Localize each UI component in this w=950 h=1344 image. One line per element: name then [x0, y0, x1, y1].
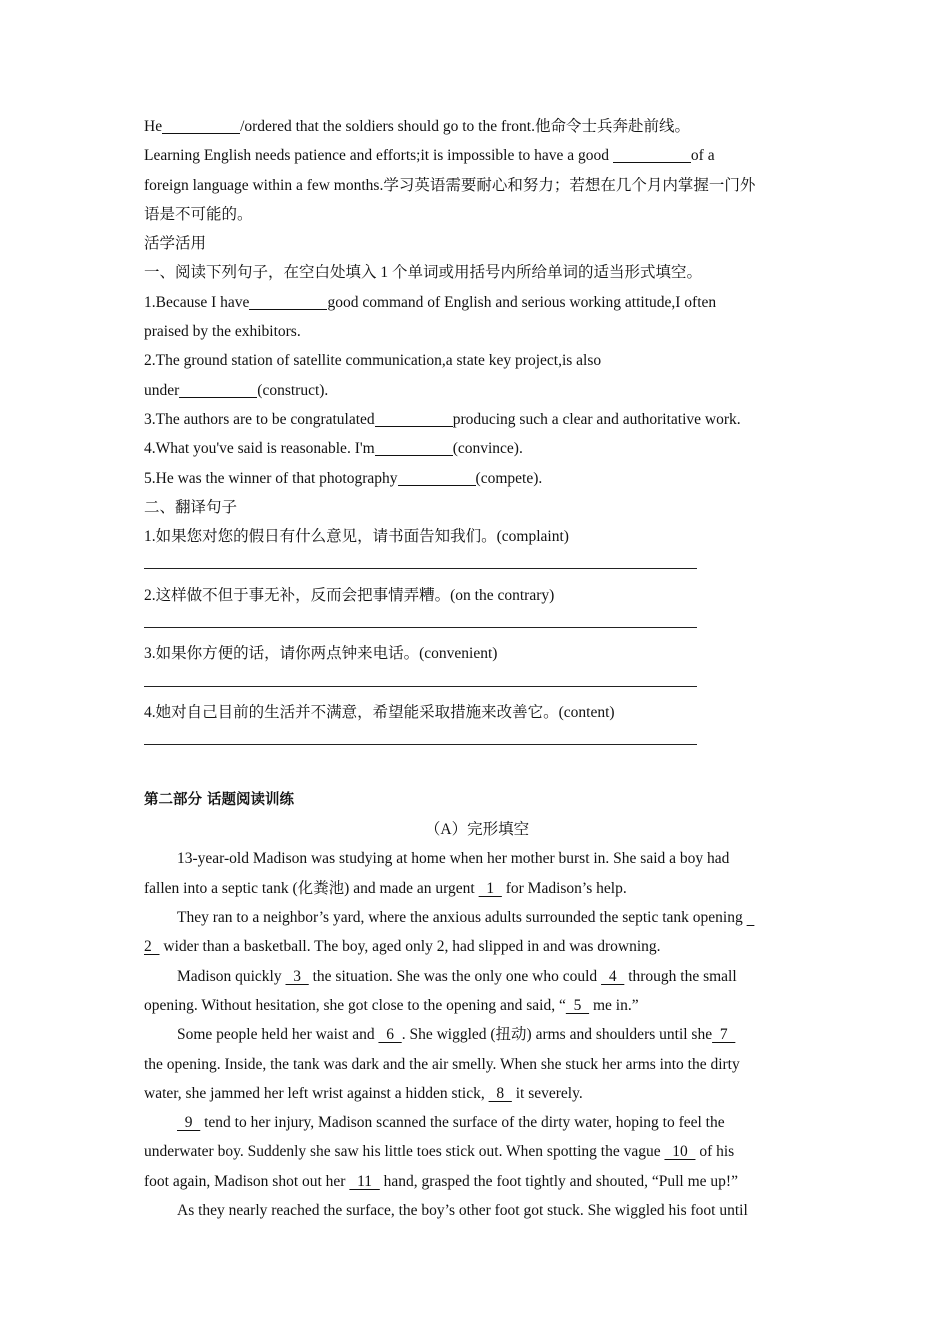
answer-rule [144, 744, 697, 745]
text: through the small [624, 967, 737, 985]
answer-rule [144, 627, 697, 628]
fill-blank[interactable] [249, 292, 327, 310]
passage-line [144, 1196, 810, 1225]
text: the opening. Inside, the tank was dark and the air smelly. When she stuck her arms into the dirty [144, 1055, 740, 1073]
translation-item-2: 2.这样做不但于事无补，反而会把事情弄糟。(on the contrary) [144, 586, 555, 604]
text: of his [695, 1143, 735, 1161]
answer-line[interactable] [144, 669, 810, 698]
passage-line [144, 903, 810, 932]
text: 3.The authors are to be congratulated [144, 410, 375, 428]
fill-blank[interactable] [613, 145, 691, 163]
fill-blank[interactable] [162, 116, 240, 134]
text: They ran to a neighbor’s yard, where the anxious adults surrounded the septic tank opening [177, 909, 747, 927]
cloze-passage [144, 844, 810, 1225]
cloze-blank[interactable]: 2 [144, 938, 160, 956]
exercise-item-4 [144, 434, 810, 463]
text: under [144, 381, 180, 399]
example-sentence [144, 112, 810, 141]
answer-line[interactable] [144, 727, 810, 756]
fill-blank[interactable] [375, 409, 453, 427]
practice-title: 活学活用 [144, 235, 207, 253]
passage-line [144, 1079, 810, 1108]
exercise-item-1 [144, 288, 810, 317]
cloze-blank[interactable]: 1 [478, 879, 502, 897]
text: me in.” [589, 996, 639, 1014]
text: hand, grasped the foot tightly and shouted, “Pull me up!” [379, 1172, 738, 1190]
text: 1.Because I have [144, 293, 250, 311]
cloze-blank[interactable]: 5 [565, 996, 590, 1014]
text: fallen into a septic tank (化粪池) and made an urgent [144, 879, 479, 897]
exercise-item-2: 2.The ground station of satellite communication,a state key project,is also [144, 352, 602, 370]
text: foot again, Madison shot out her [144, 1172, 350, 1190]
translation-item-1: 1.如果您对您的假日有什么意见，请书面告知我们。(complaint) [144, 528, 569, 546]
text: Some people held her waist and [177, 1026, 379, 1044]
cloze-blank[interactable]: 11 [349, 1172, 380, 1190]
text: Madison quickly [177, 967, 286, 985]
text: for Madison’s help. [501, 879, 627, 897]
cloze-subtitle: （A）完形填空 [424, 821, 530, 839]
passage-line [144, 1020, 810, 1049]
cloze-blank[interactable]: 4 [601, 967, 625, 985]
passage-line [144, 1137, 810, 1166]
text: underwater boy. Suddenly she saw his little toes stick out. When spotting the vague [144, 1143, 665, 1161]
fill-blank[interactable] [375, 438, 453, 456]
cloze-blank[interactable]: 7 [712, 1026, 736, 1044]
fill-blank[interactable] [179, 380, 257, 398]
passage-line [144, 844, 810, 873]
answer-rule [144, 686, 697, 687]
exercise-item-2-cont [144, 376, 810, 405]
passage-line [144, 962, 810, 991]
cloze-blank[interactable]: 6 [378, 1026, 402, 1044]
text: it severely. [511, 1084, 583, 1102]
text: Learning English needs patience and efforts;it is impossible to have a good [144, 147, 613, 165]
text: producing such a clear and authoritative work. [452, 410, 741, 428]
text: /ordered that the soldiers should go to the front.他命令士兵奔赴前线。 [240, 118, 690, 135]
example-sentence-cont: 语是不可能的。 [144, 205, 253, 223]
cloze-blank[interactable]: 3 [285, 967, 309, 985]
text: water, she jammed her left wrist against a hidden stick, [144, 1084, 489, 1102]
cloze-blank[interactable]: 8 [488, 1084, 512, 1102]
section-title: 第二部分 话题阅读训练 [144, 791, 295, 808]
text: . She wiggled (扭动) arms and shoulders until she [401, 1026, 713, 1044]
text: 5.He was the winner of that photography [144, 469, 398, 487]
translation-item-3: 3.如果你方便的话，请你两点钟来电话。(convenient) [144, 645, 498, 663]
cloze-blank[interactable]: 10 [664, 1143, 696, 1161]
example-sentence-cont: foreign language within a few months.学习英语需要耐心和努力；若想在几个月内掌握一门外 [144, 176, 756, 194]
text: the situation. She was the only one who could [308, 967, 602, 985]
passage-line [144, 1167, 810, 1196]
text: of a [690, 147, 715, 165]
part1-heading: 一、阅读下列句子，在空白处填入 1 个单词或用括号内所给单词的适当形式填空。 [144, 264, 703, 282]
text: tend to her injury, Madison scanned the surface of the dirty water, hoping to feel the [200, 1114, 725, 1132]
answer-line[interactable] [144, 551, 810, 580]
answer-line[interactable] [144, 610, 810, 639]
exercise-item-5 [144, 464, 810, 493]
text: 4.What you've said is reasonable. I'm [144, 440, 375, 458]
text: (convince). [452, 440, 523, 458]
answer-rule [144, 568, 697, 569]
cloze-blank[interactable]: 9 [177, 1114, 201, 1132]
exercise-item-1-cont: praised by the exhibitors. [144, 323, 301, 341]
spacer [144, 757, 810, 786]
passage-line [144, 932, 810, 961]
text: (compete). [475, 469, 543, 487]
text: good command of English and serious working attitude,I often [327, 293, 717, 311]
document-page [144, 112, 810, 1225]
passage-line [144, 991, 810, 1020]
cloze-blank[interactable] [747, 909, 755, 926]
text: (construct). [257, 381, 329, 399]
passage-line [144, 874, 810, 903]
part2-heading: 二、翻译句子 [144, 498, 238, 516]
passage-line [144, 1108, 810, 1137]
text: wider than a basketball. The boy, aged only 2, had slipped in and was drowning. [159, 938, 661, 956]
text: As they nearly reached the surface, the boy’s other foot got stuck. She wiggled his foot until [177, 1201, 748, 1219]
translation-item-4: 4.她对自己目前的生活并不满意，希望能采取措施来改善它。(content) [144, 703, 615, 721]
exercise-item-3 [144, 405, 810, 434]
text: opening. Without hesitation, she got close to the opening and said, “ [144, 996, 566, 1014]
text: 13-year-old Madison was studying at home when her mother burst in. She said a boy had [177, 850, 730, 868]
passage-line [144, 1050, 810, 1079]
text: He [144, 118, 163, 135]
fill-blank[interactable] [398, 468, 476, 486]
example-sentence [144, 141, 810, 170]
